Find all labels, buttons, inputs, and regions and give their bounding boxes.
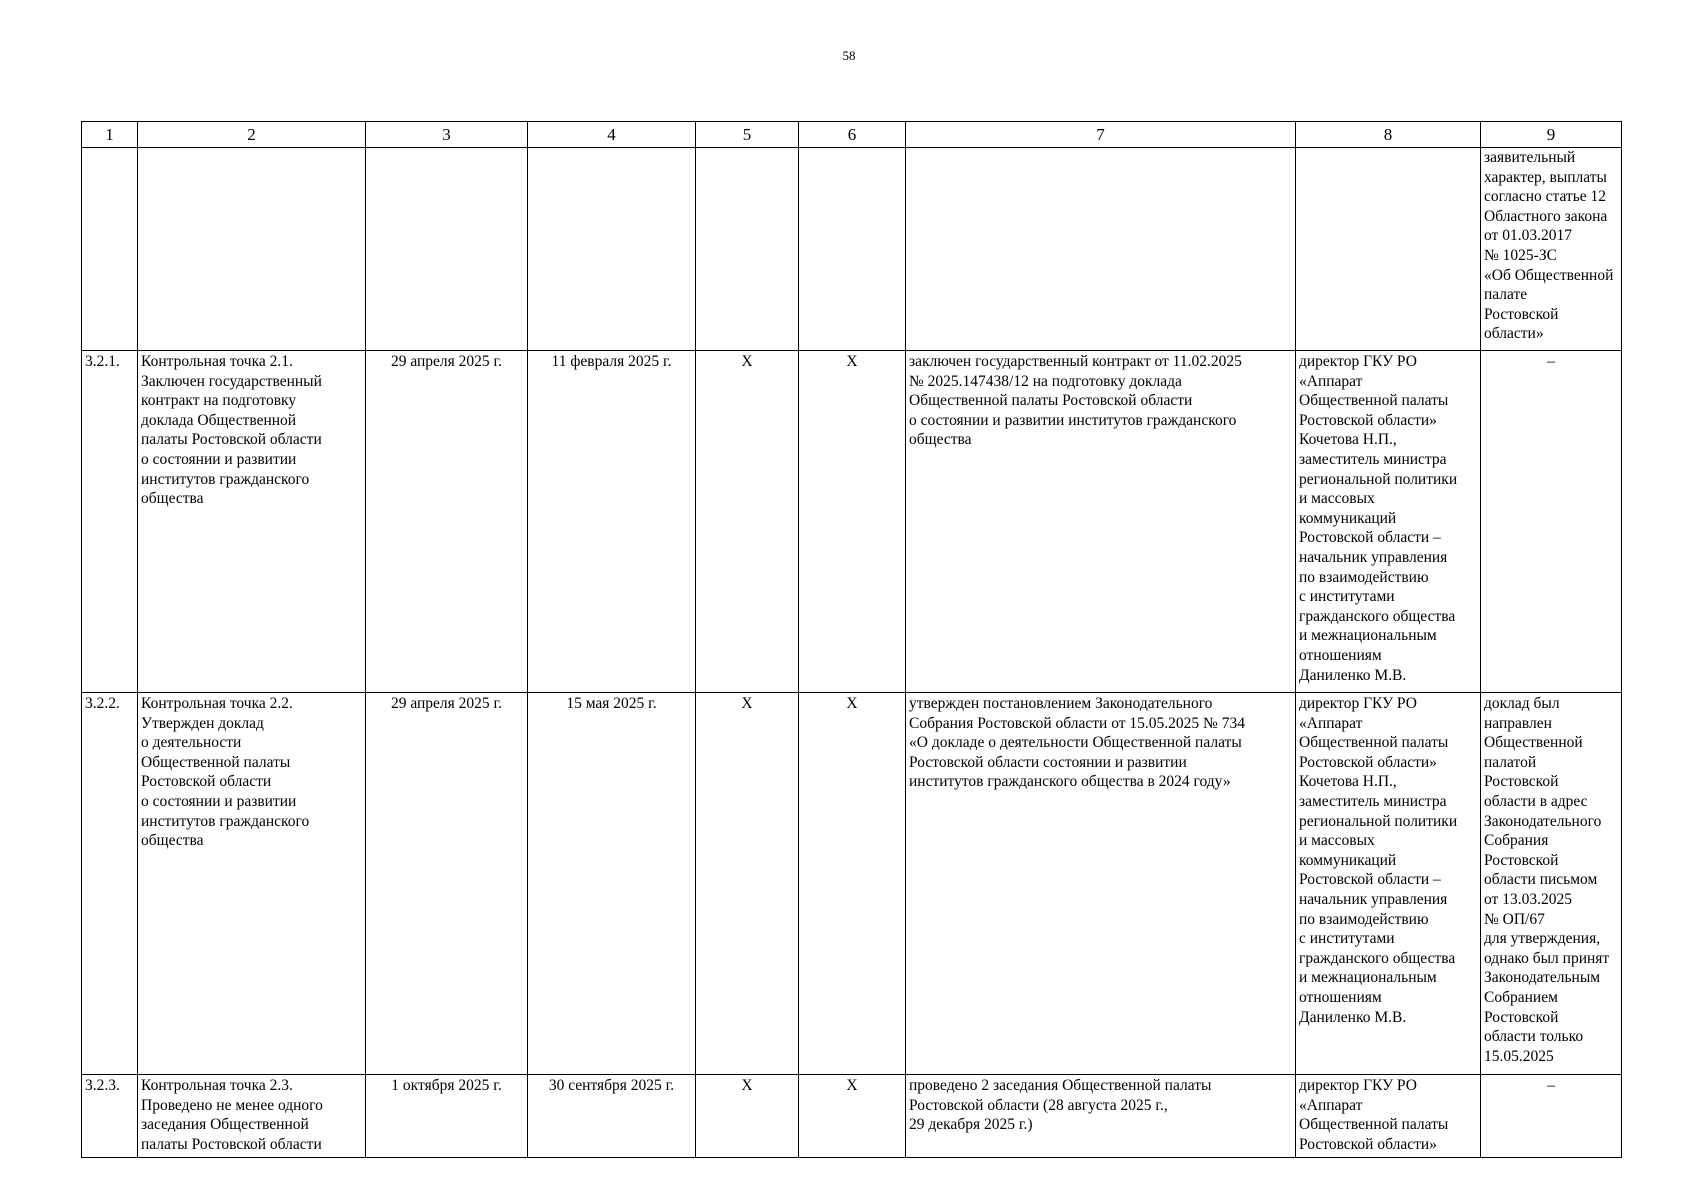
cell-number [82, 148, 138, 351]
cell-event: Контрольная точка 2.2. Утвержден доклад о деятельности Общественной палаты Ростовской области о состоянии и развитии институтов гражданского общества [138, 693, 366, 1075]
column-header: 4 [528, 122, 696, 148]
control-points-table [81, 121, 1622, 1158]
cell-number: 3.2.3. [82, 1075, 138, 1158]
cell-col6: Х [799, 693, 906, 1075]
cell-col5 [696, 148, 799, 351]
column-header: 1 [82, 122, 138, 148]
cell-result: проведено 2 заседания Общественной палаты Ростовской области (28 августа 2025 г., 29 декабря 2025 г.) [906, 1075, 1296, 1158]
cell-result: утвержден постановлением Законодательного Собрания Ростовской области от 15.05.2025 № 734 «О докладе о деятельности Общественной палаты Ростовской области состоянии и развитии институтов гражданского общества в 2024 году» [906, 693, 1296, 1075]
table-row [82, 351, 1622, 693]
cell-col5: Х [696, 351, 799, 693]
cell-responsible: директор ГКУ РО «Аппарат Общественной палаты Ростовской области» [1296, 1075, 1481, 1158]
header-row [82, 122, 1622, 148]
cell-planned-date [366, 148, 528, 351]
column-header: 8 [1296, 122, 1481, 148]
cell-result [906, 148, 1296, 351]
cell-actual-date: 15 мая 2025 г. [528, 693, 696, 1075]
cell-col6: Х [799, 351, 906, 693]
cell-planned-date: 1 октября 2025 г. [366, 1075, 528, 1158]
cell-event: Контрольная точка 2.3. Проведено не менее одного заседания Общественной палаты Ростовской области [138, 1075, 366, 1158]
cell-col6: Х [799, 1075, 906, 1158]
column-header: 6 [799, 122, 906, 148]
table-row [82, 693, 1622, 1075]
cell-event [138, 148, 366, 351]
cell-note: – [1481, 351, 1622, 693]
column-header: 3 [366, 122, 528, 148]
table-row [82, 1075, 1622, 1158]
cell-planned-date: 29 апреля 2025 г. [366, 351, 528, 693]
cell-actual-date: 30 сентября 2025 г. [528, 1075, 696, 1158]
cell-responsible: директор ГКУ РО «Аппарат Общественной палаты Ростовской области» Кочетова Н.П., заместитель министра региональной политики и массовых коммуникаций Ростовской области – начальник управления по взаимодействию с институтами гражданского общества и межнациональным отношениям Даниленко М.В. [1296, 351, 1481, 693]
page-number: 58 [842, 48, 856, 63]
cell-responsible: директор ГКУ РО «Аппарат Общественной палаты Ростовской области» Кочетова Н.П., заместитель министра региональной политики и массовых коммуникаций Ростовской области – начальник управления по взаимодействию с институтами гражданского общества и межнациональным отношениям Даниленко М.В. [1296, 693, 1481, 1075]
column-header: 5 [696, 122, 799, 148]
cell-note: заявительный характер, выплаты согласно статье 12 Областного закона от 01.03.2017 № 1025-ЗС «Об Общественной палате Ростовской области» [1481, 148, 1622, 351]
cell-number: 3.2.1. [82, 351, 138, 693]
cell-col5: Х [696, 1075, 799, 1158]
cell-responsible [1296, 148, 1481, 351]
cell-col5: Х [696, 693, 799, 1075]
cell-col6 [799, 148, 906, 351]
column-header: 7 [906, 122, 1296, 148]
cell-number: 3.2.2. [82, 693, 138, 1075]
cell-note: – [1481, 1075, 1622, 1158]
cell-planned-date: 29 апреля 2025 г. [366, 693, 528, 1075]
cell-note: доклад был направлен Общественной палатой Ростовской области в адрес Законодательного Собрания Ростовской области письмом от 13.03.2025 № ОП/67 для утверждения, однако был принят Законодательным Собранием Ростовской области только 15.05.2025 [1481, 693, 1622, 1075]
table-row [82, 148, 1622, 351]
cell-actual-date [528, 148, 696, 351]
cell-event: Контрольная точка 2.1. Заключен государственный контракт на подготовку доклада Общественной палаты Ростовской области о состоянии и развитии институтов гражданского общества [138, 351, 366, 693]
cell-actual-date: 11 февраля 2025 г. [528, 351, 696, 693]
column-header: 9 [1481, 122, 1622, 148]
column-header: 2 [138, 122, 366, 148]
cell-result: заключен государственный контракт от 11.02.2025 № 2025.147438/12 на подготовку доклада Общественной палаты Ростовской области о состоянии и развитии институтов гражданского общества [906, 351, 1296, 693]
